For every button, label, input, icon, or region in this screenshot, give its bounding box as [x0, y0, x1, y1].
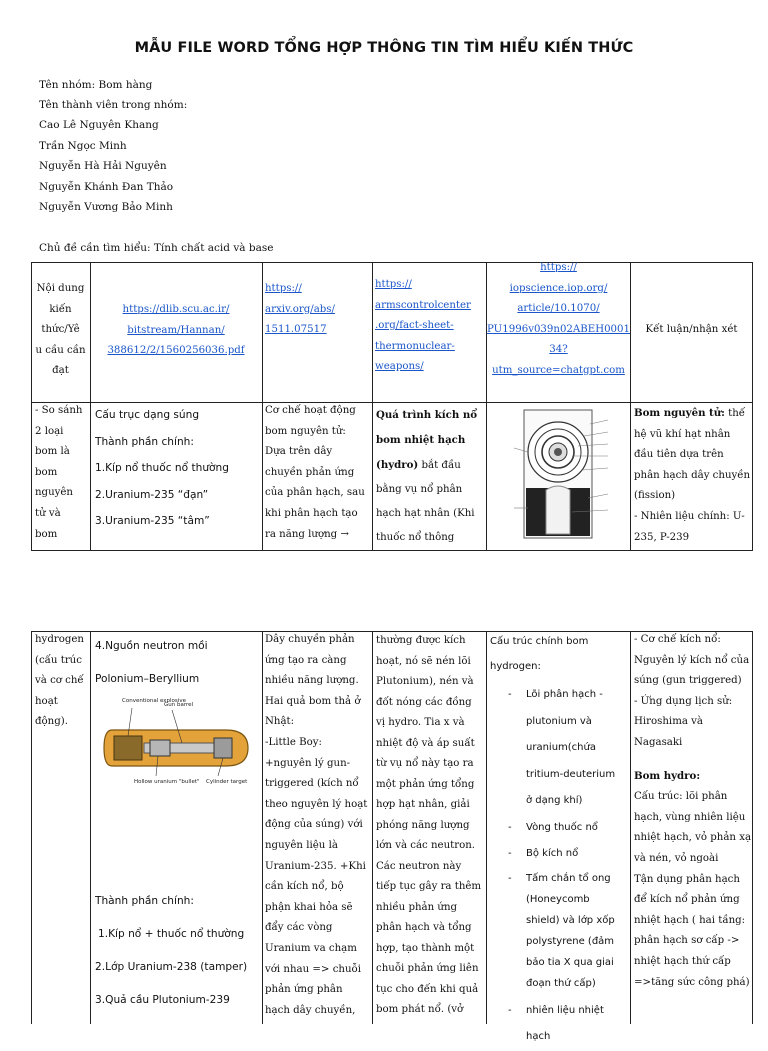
member-name: Nguyễn Khánh Đan Thảo: [39, 181, 174, 193]
list-item: - Lõi phân hạch - plutonium và uranium(chứa tritium-deuterium ở dạng khí): [508, 689, 616, 806]
group-name: Tên nhóm: Bom hàng: [39, 79, 153, 91]
list-item: - Tấm chắn tổ ong (Honeycomb shield) và lớp xốp polystyrene (đảm bảo tia X qua giai đoạn thứ cấp): [508, 872, 615, 989]
list-item: - Vòng thuốc nổ: [508, 821, 598, 833]
gun-type-bomb-diagram: [98, 696, 258, 792]
header-conclusion: Kết luận/nhận xét: [645, 324, 738, 335]
page-title: MẪU FILE WORD TỔNG HỢP THÔNG TIN TÌM HIỂU KIẾN THỨC: [134, 40, 634, 56]
row1-source3: Quá trình kích nổ bom nhiệt hạch (hydro) bắt đầu bằng vụ nổ phân hạch hạt nhân (Khi thuốc nổ thông: [376, 409, 478, 543]
row1-source1: Cấu trục dạng súng Thành phần chính: 1.Kíp nổ thuốc nổ thường 2.Uranium-235 “đạn” 3.Uranium-235 “tâm”: [95, 409, 229, 527]
diagram-label: Conventional explosive: [122, 698, 186, 704]
row1-source2: Cơ chế hoạt động bom nguyên tử: Dựa trên dây chuyền phản ứng của phân hạch, sau khi phân hạch tạo ra năng lượng →: [265, 405, 365, 540]
row2-conclusion: - Cơ chế kích nổ: Nguyên lý kích nổ của súng (gun triggered) - Ứng dụng lịch sử: Hiroshima và Nagasaki Bom hydro: Cấu trúc: lõi phân hạch, vùng nhiên liệu nhiệt hạch, vỏ phản xạ và nén, vỏ ngoài Tận dụng phân hạch để kích nổ phản ứng nhiệt hạch ( hai tầng: phân hạch sơ cấp -> nhiệt hạch thứ cấp =>tăng sức công phá): [634, 634, 752, 988]
member-name: Trần Ngọc Minh: [39, 140, 127, 152]
hydrogen-bomb-diagram: [512, 408, 612, 540]
row1-conclusion: Bom nguyên tử: thế hệ vũ khí hạt nhân đầu tiên dựa trên phân hạch dây chuyền (fission) - Nhiên liệu chính: U- 235, P-239: [634, 407, 751, 543]
topic-line: Chủ đề cần tìm hiểu: Tính chất acid và base: [39, 242, 274, 254]
row2-source1-top: 4.Nguồn neutron mồi Polonium–Beryllium: [95, 640, 208, 685]
row2-source4: Cấu trúc chính bom hydrogen: - Lõi phân hạch - plutonium và uranium(chứa tritium-deuterium ở dạng khí) - Vòng thuốc nổ - Bộ kích nổ - Tấm chắn tổ ong (Honeycomb shield) và lớp xốp polystyrene (đảm bảo tia X qua giai đoạn thứ cấp) - nhiên liệu nhiệt hạch: [490, 631, 630, 1051]
diagram-label: Hollow uranium "bullet": [134, 779, 200, 785]
member-name: Cao Lê Nguyên Khang: [39, 119, 159, 131]
row1-requirement: - So sánh 2 loại bom là bom nguyên tử và bom: [35, 405, 83, 540]
row2-source1-bottom: Thành phần chính: 1.Kíp nổ + thuốc nổ thường 2.Lớp Uranium-238 (tamper) 3.Quả cầu Plutonium-239: [95, 895, 248, 1006]
list-item: - nhiên liệu nhiệt hạch: [508, 1004, 604, 1042]
member-name: Nguyễn Vương Bảo Minh: [39, 201, 173, 213]
list-item: - Bộ kích nổ: [508, 848, 579, 859]
source-link-4[interactable]: https:// iopscience.iop.org/ article/10.1070/ PU1996v039n02ABEH0001 34? utm_source=chatgpt.com: [487, 262, 630, 376]
source-link-2[interactable]: https:// arxiv.org/abs/ 1511.07517: [265, 283, 335, 336]
row2-requirement: hydrogen (cấu trúc và cơ chế hoạt động).: [35, 634, 84, 728]
header-requirement: Nội dung kiến thức/Yê u cầu cần đạt: [35, 283, 86, 377]
member-name: Nguyễn Hà Hải Nguyên: [39, 160, 167, 172]
members-label: Tên thành viên trong nhóm:: [39, 99, 188, 111]
source-link-1[interactable]: https://dlib.scu.ac.ir/ bitstream/Hannan/ 388612/2/1560256036.pdf: [107, 304, 245, 357]
diagram-label: Gun barrel: [164, 702, 194, 708]
diagram-label: Cylinder target: [206, 779, 248, 785]
source-link-3[interactable]: https:// armscontrolcenter .org/fact-sheet- thermonuclear- weapons/: [375, 279, 471, 373]
row2-source2: Dây chuyền phản ứng tạo ra càng nhiều năng lượng. Hai quả bom thả ở Nhật: -Little Boy: +nguyên lý gun- triggered (kích nổ theo nguyên lý hoạt động của súng) với nguyên liệu là Uranium-235. +Khi cần kích nổ, bộ phận khai hỏa sẽ đẩy các vòng Uranium va chạm với nhau => chuỗi phản ứng phân hạch dây chuyền,: [265, 634, 368, 1016]
row2-source3: thường được kích hoạt, nó sẽ nén lõi Plutonium), nén và đốt nóng các đồng vị hydro. Tia x và nhiệt độ và áp suất từ vụ nổ này tạo ra một phản ứng tổng hợp hạt nhân, giải phóng năng lượng lớn và các neutron. Các neutron này tiếp tục gây ra thêm nhiều phản ứng phân hạch và tổng hợp, tạo thành một chuỗi phản ứng liên tục cho đến khi quả bom phát nổ. (vở: [376, 635, 482, 1015]
